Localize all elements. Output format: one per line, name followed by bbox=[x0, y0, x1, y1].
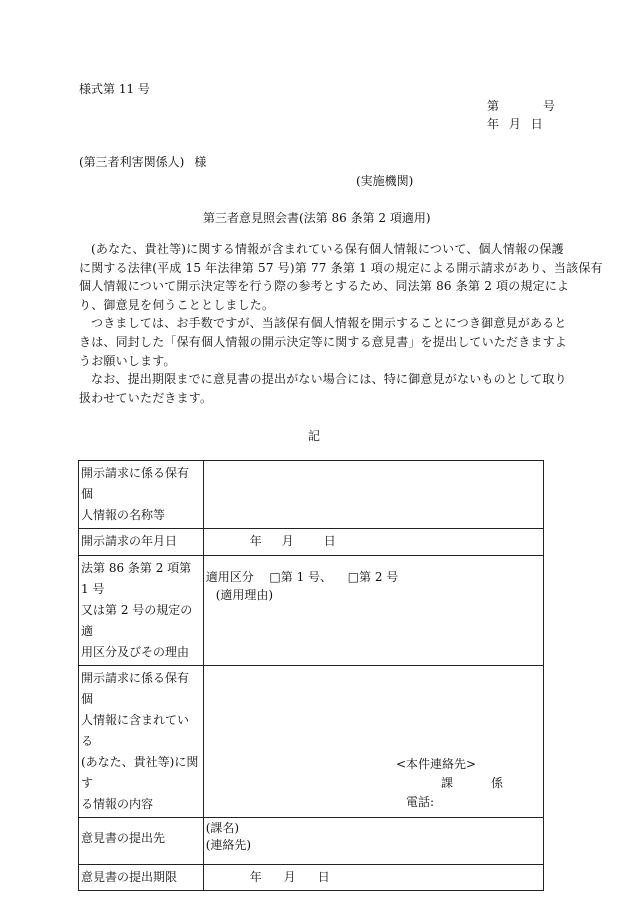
table-row bbox=[79, 529, 544, 556]
date-day: 日 bbox=[323, 534, 336, 548]
table-row bbox=[79, 666, 544, 818]
form-number: 様式第 11 号 bbox=[79, 82, 150, 96]
doc-number-prefix: 第 bbox=[487, 99, 500, 113]
date-day: 日 bbox=[317, 870, 330, 884]
date-month: 月 bbox=[281, 534, 294, 548]
label-line: (あなた、貴社等)に関す bbox=[81, 755, 199, 790]
unit-label: 係 bbox=[491, 776, 504, 790]
body-line: つきましては、お手数ですが、当該保有個人情報を開示することにつき御意見があると bbox=[91, 316, 567, 331]
contact-phone: 電話: bbox=[406, 795, 435, 809]
request-date-field[interactable] bbox=[203, 529, 543, 556]
date-year: 年 bbox=[249, 870, 262, 884]
option-1-label: 第 1 号、 bbox=[280, 570, 333, 584]
contact-department bbox=[441, 774, 503, 791]
reason-label: (適用理由) bbox=[215, 588, 274, 602]
body-line: なお、提出期限までに意見書の提出がない場合には、特に御意見がないものとして取り bbox=[91, 372, 567, 387]
table-label: 意見書の提出先 bbox=[79, 818, 204, 865]
body-line: 個人情報について開示決定等を行う際の参考とするため、同法第 86 条第 2 項の規定によ bbox=[79, 279, 570, 294]
item-name-field[interactable] bbox=[203, 461, 543, 529]
info-table bbox=[78, 460, 544, 891]
ki-heading: 記 bbox=[308, 429, 321, 443]
label-line: 用区分及びその理由 bbox=[81, 645, 190, 659]
document-date bbox=[487, 115, 549, 132]
checkbox-empty-icon[interactable]: □ bbox=[269, 570, 281, 584]
category-row bbox=[206, 568, 541, 586]
body-text bbox=[79, 240, 603, 407]
date-month: 月 bbox=[283, 870, 296, 884]
table-row bbox=[79, 865, 544, 891]
contact-heading: <本件連絡先> bbox=[396, 757, 477, 771]
table-label bbox=[79, 556, 204, 666]
section-name-label: (課名) bbox=[205, 821, 240, 835]
body-line: きは、同封した「保有個人情報の開示決定等に関する意見書」を提出していただきますよ bbox=[79, 334, 568, 349]
deadline-field[interactable] bbox=[203, 865, 543, 891]
contact-info-label: (連絡先) bbox=[205, 838, 252, 852]
honorific: 様 bbox=[194, 155, 207, 169]
submission-destination-field[interactable] bbox=[203, 818, 543, 865]
body-line: 扱わせていただきます。 bbox=[79, 390, 213, 405]
date-day: 日 bbox=[530, 117, 543, 131]
section-label: 課 bbox=[441, 776, 454, 790]
addressee-name: (第三者利害関係人) bbox=[79, 155, 185, 169]
paragraph-2 bbox=[79, 314, 568, 370]
date-month: 月 bbox=[508, 117, 521, 131]
paragraph-1 bbox=[79, 240, 603, 314]
table-row bbox=[79, 461, 544, 529]
table-label: 意見書の提出期限 bbox=[79, 865, 204, 891]
label-line: 人情報に含まれている bbox=[81, 713, 190, 748]
body-line: に関する法律(平成 15 年法律第 57 号)第 77 条第 1 項の規定による開示請求があり、当該保有 bbox=[79, 260, 603, 275]
label-line: 開示請求に係る保有個 bbox=[81, 671, 190, 706]
document-number bbox=[487, 97, 555, 114]
table-row bbox=[79, 818, 544, 865]
table-row bbox=[79, 556, 544, 666]
information-content-field[interactable] bbox=[203, 666, 543, 818]
label-line: 開示請求に係る保有個 bbox=[81, 466, 190, 501]
sender: (実施機関) bbox=[356, 174, 414, 188]
body-line: うお願いします。 bbox=[79, 353, 176, 368]
doc-number-suffix: 号 bbox=[543, 99, 556, 113]
table-label: 開示請求の年月日 bbox=[79, 529, 204, 556]
body-line: (あなた、貴社等)に関する情報が含まれている保有個人情報について、個人情報の保護 bbox=[91, 242, 564, 256]
table-label bbox=[79, 461, 204, 529]
document-title: 第三者意見照会書(法第 86 条第 2 項適用) bbox=[203, 211, 431, 225]
option-2-label: 第 2 号 bbox=[359, 570, 399, 584]
category-field bbox=[203, 556, 543, 666]
body-line: り、御意見を伺うこととしました。 bbox=[79, 297, 275, 312]
label-line: 法第 86 条第 2 項第 1 号 bbox=[81, 561, 192, 596]
date-year: 年 bbox=[487, 117, 500, 131]
date-year: 年 bbox=[249, 534, 262, 548]
addressee bbox=[79, 153, 206, 170]
label-line: 人情報の名称等 bbox=[81, 508, 166, 522]
category-label: 適用区分 bbox=[205, 570, 254, 584]
label-line: 又は第 2 号の規定の適 bbox=[81, 603, 193, 638]
checkbox-empty-icon[interactable]: □ bbox=[347, 570, 360, 584]
label-line: る情報の内容 bbox=[81, 797, 154, 811]
paragraph-3 bbox=[79, 370, 567, 407]
table-label bbox=[79, 666, 204, 818]
